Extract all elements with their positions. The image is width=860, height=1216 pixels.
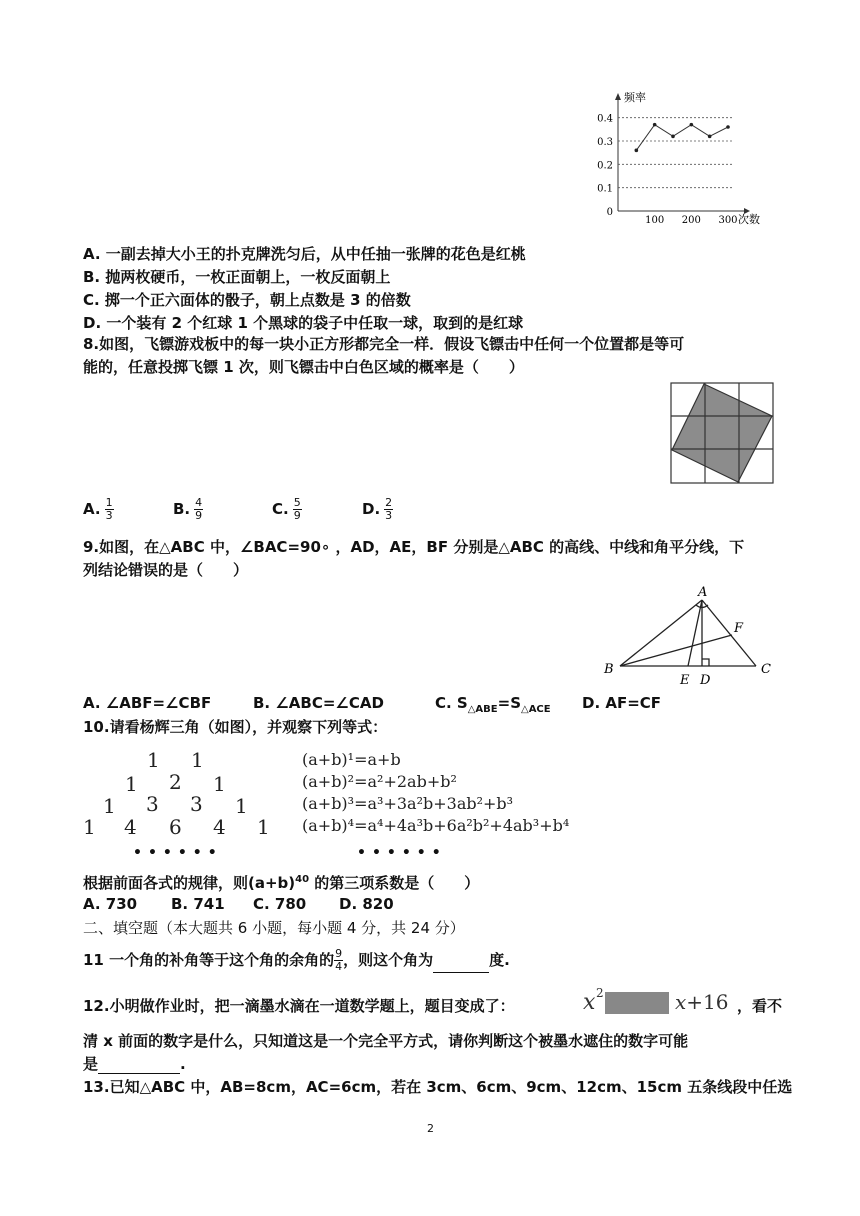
shaded-square — [672, 384, 772, 482]
q7-option-c: C. 掷一个正六面体的骰子，朝上点数是 3 的倍数 — [83, 291, 411, 309]
triangle-number: 1 — [147, 748, 160, 772]
q9-option-b: B. ∠ABC=∠CAD — [253, 694, 384, 712]
y-tick-label: 0.3 — [597, 137, 613, 148]
y-axis-label: 频率 — [624, 91, 646, 104]
expr-exponent: 2 — [596, 986, 604, 1000]
q13-question-line1: 13.已知△ABC 中，AB=8cm，AC=6cm，若在 3cm、6cm、9cm、12cm、15cm 五条线段中任选 — [83, 1078, 793, 1096]
q9-question-line1: 9.如图，在△ABC 中，∠BAC=90∘ ，AD，AE，BF 分别是△ABC 的高线、中线和角平分线，下 — [83, 538, 745, 556]
q9-question-line2: 列结论错误的是（ ） — [83, 561, 249, 579]
continuation-dots: •••••• — [133, 845, 223, 861]
answer-blank[interactable] — [98, 1057, 180, 1074]
q10-option-c: C. 780 — [253, 895, 307, 913]
data-point — [653, 123, 657, 127]
triangle-number: 1 — [213, 772, 226, 796]
q8-question-line2: 能的，任意投掷飞镖 1 次，则飞镖击中白色区域的概率是（ ） — [83, 358, 524, 376]
point-label-f: F — [734, 621, 744, 636]
q8-option-a: A. $\frac{1}{3}$ — [83, 496, 113, 522]
triangle-number: 1 — [257, 815, 270, 839]
q12-question-line1: 12.小明做作业时，把一滴墨水滴在一道数学题上，题目变成了： — [83, 997, 515, 1015]
dartboard-figure — [670, 382, 774, 484]
data-point — [671, 135, 675, 139]
triangle-number: 3 — [190, 792, 203, 816]
triangle-number: 4 — [124, 815, 137, 839]
y-axis-arrow — [615, 93, 621, 100]
q7-option-d: D. 一个装有 2 个红球 1 个黑球的袋子中任取一球，取到的是红球 — [83, 314, 524, 332]
point-label-d: D — [700, 673, 711, 688]
x-tick-label: 300 — [718, 215, 738, 226]
q9-option-a: A. ∠ABF=∠CBF — [83, 694, 212, 712]
vertex-label-a: A — [698, 585, 708, 600]
q9-option-c: C. $S_{\triangle ABE}=S_{\triangle ACE}$ — [435, 694, 551, 715]
triangle-number: 3 — [146, 792, 159, 816]
equation-1: (a+b)¹=a+b — [302, 750, 401, 769]
ink-covered-expression — [583, 986, 733, 1020]
q7-option-b: B. 抛两枚硬币，一枚正面朝上，一枚反面朝上 — [83, 268, 391, 286]
expr-x: x — [583, 990, 596, 1015]
q8-option-d: D. $\frac{2}{3}$ — [362, 496, 393, 522]
x-tick-label: 0 — [606, 207, 613, 218]
triangle-figure — [598, 584, 778, 688]
q11-question: 11 一个角的补角等于这个角的余角的 $\frac{9}{4}$ ，则这个角为 度. — [83, 947, 510, 973]
q7-option-a: A. 一副去掉大小王的扑克牌洗匀后，从中任抽一张牌的花色是红桃 — [83, 245, 526, 263]
data-point — [708, 135, 712, 139]
triangle-number: 4 — [213, 815, 226, 839]
triangle-number: 1 — [83, 815, 96, 839]
ink-blot — [605, 992, 669, 1014]
answer-blank[interactable] — [433, 956, 489, 973]
q9-option-d: D. AF=CF — [582, 694, 662, 712]
data-point — [690, 123, 694, 127]
q10-question-line1: 10.请看杨辉三角（如图），并观察下列等式： — [83, 718, 388, 736]
vertex-label-b: B — [604, 662, 614, 677]
triangle-number: 6 — [169, 815, 182, 839]
equation-2: (a+b)²=a²+2ab+b² — [302, 772, 457, 791]
x-tick-label: 100 — [645, 215, 665, 226]
continuation-dots: •••••• — [357, 845, 447, 861]
triangle-number: 1 — [235, 794, 248, 818]
frequency-chart — [588, 88, 778, 230]
q12-question-line2: 清 x 前面的数字是什么，只知道这是一个完全平方式，请你判断这个被墨水遮住的数字可能 — [83, 1032, 689, 1050]
q12-question-line3: 是 . — [83, 1055, 186, 1073]
y-tick-label: 0.4 — [597, 113, 613, 125]
x-tick-label: 200 — [681, 215, 701, 226]
equation-4: (a+b)⁴=a⁴+4a³b+6a²b²+4ab³+b⁴ — [302, 816, 570, 835]
y-tick-label: 0.2 — [597, 160, 613, 172]
page-number: 2 — [427, 1122, 434, 1135]
q10-question-line2: 根据前面各式的规律，则$(a+b)^{40}$ 的第三项系数是（ ） — [83, 874, 480, 892]
point-label-e: E — [680, 673, 690, 688]
q10-option-b: B. 741 — [171, 895, 225, 913]
triangle-number: 2 — [169, 770, 182, 794]
triangle-number: 1 — [103, 794, 116, 818]
data-point — [635, 149, 639, 153]
q8-question-line1: 8.如图，飞镖游戏板中的每一块小正方形都完全一样．假设飞镖击中任何一个位置都是等可 — [83, 335, 685, 353]
vertex-label-c: C — [761, 662, 771, 677]
equation-3: (a+b)³=a³+3a²b+3ab²+b³ — [302, 794, 514, 813]
data-point — [726, 125, 730, 129]
q8-option-b: B. $\frac{4}{9}$ — [173, 496, 203, 522]
triangle-number: 1 — [125, 772, 138, 796]
expr-right: x+16 — [675, 990, 729, 1014]
q8-option-c: C. $\frac{5}{9}$ — [272, 496, 301, 522]
series-line — [636, 125, 728, 151]
q10-option-a: A. 730 — [83, 895, 138, 913]
y-tick-label: 0.1 — [597, 183, 613, 195]
triangle-number: 1 — [191, 748, 204, 772]
section-heading: 二、填空题（本大题共 6 小题，每小题 4 分，共 24 分） — [83, 919, 465, 937]
q10-option-d: D. 820 — [339, 895, 394, 913]
q12-line1-end: ，看不 — [737, 997, 783, 1015]
x-axis-label: 次数 — [738, 213, 760, 226]
